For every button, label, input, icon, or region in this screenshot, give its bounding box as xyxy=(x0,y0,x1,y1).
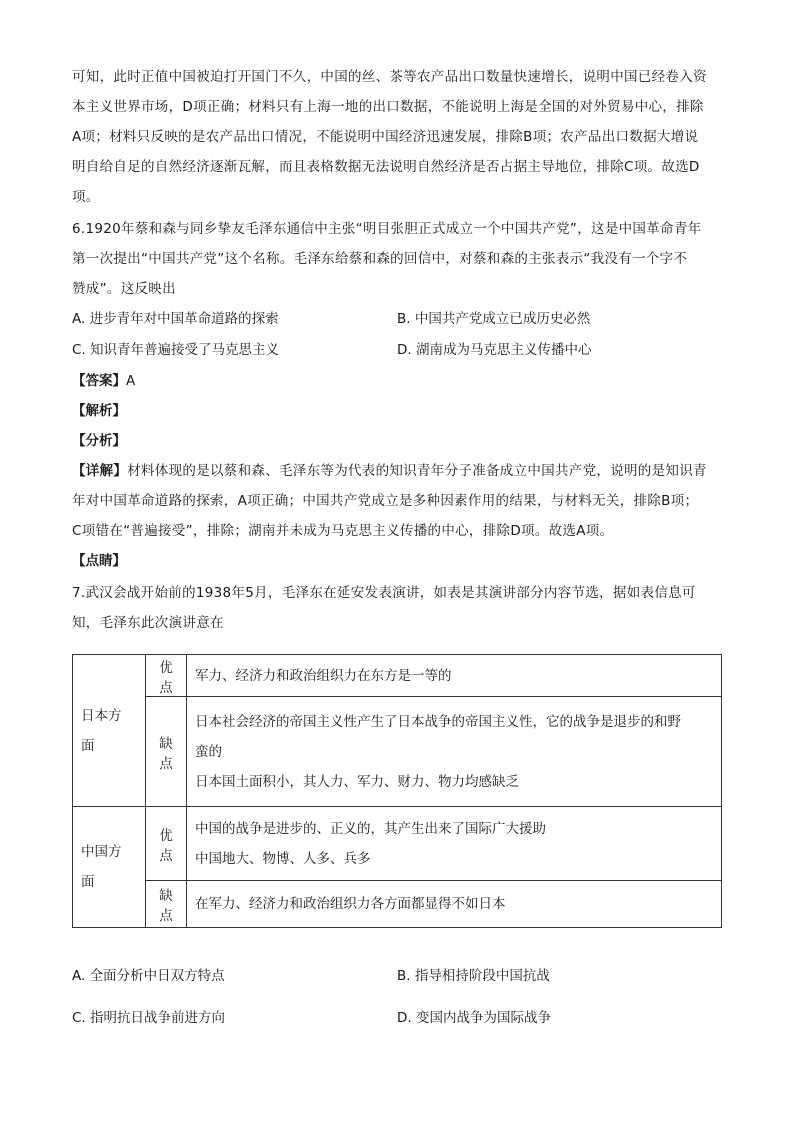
japan-side-cell xyxy=(73,655,146,807)
text-line: 项。 xyxy=(72,189,100,205)
question-7-options xyxy=(72,961,722,1045)
japan-pro-cell xyxy=(187,655,722,697)
pro-label: 优点 xyxy=(146,807,187,881)
previous-analysis xyxy=(72,62,722,212)
text-line: A项；材料只反映的是农产品出口情况，不能说明中国经济迅速发展，排除B项；农产品出口数据大增说 xyxy=(72,129,699,145)
detail-line: C项错在“普遍接受”，排除；湖南并未成为马克思主义传播的中心，排除D项。故选A项。 xyxy=(72,523,614,539)
answer-tag: 【答案】 xyxy=(72,373,126,389)
cell-line: 军力、经济力和政治组织力在东方是一等的 xyxy=(195,667,452,684)
question-7 xyxy=(72,578,722,638)
pro-label: 优点 xyxy=(146,655,187,697)
table-row xyxy=(73,807,722,881)
document-body xyxy=(72,62,722,638)
text-line: 本主义世界市场，D项正确；材料只有上海一地的出口数据，不能说明上海是全国的对外贸易中心，排除 xyxy=(72,99,704,115)
detail-line: 年对中国革命道路的探索，A项正确；中国共产党成立是多种因素作用的结果，与材料无关，排除B项； xyxy=(72,493,699,509)
side-label: 面 xyxy=(81,874,95,890)
dianjing-tag: 【点睛】 xyxy=(72,553,126,569)
options xyxy=(72,304,722,366)
china-pro-cell xyxy=(187,807,722,881)
answer-value: A xyxy=(126,373,136,389)
china-side-cell xyxy=(73,807,146,928)
table-row xyxy=(73,655,722,697)
options xyxy=(72,961,722,1045)
table-row xyxy=(73,881,722,928)
table-row xyxy=(73,697,722,807)
fenxi-tag: 【分析】 xyxy=(72,433,126,449)
cell-line: 中国地大、物博、人多、兵多 xyxy=(195,850,371,867)
analysis-tag: 【解析】 xyxy=(72,403,126,419)
text-line: 可知，此时正值中国被迫打开国门不久，中国的丝、茶等农产品出口数量快速增长，说明中国已经卷入资 xyxy=(72,69,707,85)
comparison-table xyxy=(72,654,722,928)
option-d: D. 变国内战争为国际战争 xyxy=(397,1010,551,1026)
option-a: A. 进步青年对中国革命道路的探索 xyxy=(72,311,279,327)
con-label: 缺点 xyxy=(146,697,187,807)
question-stem-line: 6.1920年蔡和森与同乡挚友毛泽东通信中主张“明目张胆正式成立一个中国共产党”，这是中国革命青年 xyxy=(72,221,702,237)
question-stem-line: 第一次提出“中国共产党”这个名称。毛泽东给蔡和森的回信中，对蔡和森的主张表示“我没有一个字不 xyxy=(72,251,688,267)
cell-line: 日本社会经济的帝国主义性产生了日本战争的帝国主义性，它的战争是退步的和野 xyxy=(195,713,681,730)
option-c: C. 指明抗日战争前进方向 xyxy=(72,1010,226,1026)
cell-line: 在军力、经济力和政治组织力各方面都显得不如日本 xyxy=(195,896,506,912)
japan-con-cell xyxy=(187,697,722,807)
answer-line xyxy=(72,366,722,396)
option-d: D. 湖南成为马克思主义传播中心 xyxy=(397,342,592,358)
text-line: 明自给自足的自然经济逐渐瓦解，而且表格数据无法说明自然经济是否占据主导地位，排除C项。故选D xyxy=(72,159,700,175)
question-6 xyxy=(72,214,722,576)
question-stem-line: 知，毛泽东此次演讲意在 xyxy=(72,615,224,631)
option-b: B. 指导相持阶段中国抗战 xyxy=(397,968,550,984)
detail-line xyxy=(72,456,722,486)
question-stem-line: 7.武汉会战开始前的1938年5月，毛泽东在延安发表演讲，如表是其演讲部分内容节选，据如表信息可 xyxy=(72,585,696,601)
con-label: 缺点 xyxy=(146,881,187,928)
option-a: A. 全面分析中日双方特点 xyxy=(72,968,225,984)
side-label: 日本方 xyxy=(81,707,122,724)
detail-tag: 【详解】 xyxy=(72,463,128,479)
option-c: C. 知识青年普遍接受了马克思主义 xyxy=(72,342,280,358)
detail-text: 材料体现的是以蔡和森、毛泽东等为代表的知识青年分子准备成立中国共产党，说明的是知识青 xyxy=(127,463,707,479)
cell-line: 日本国土面积小，其人力、军力、财力、物力均感缺乏 xyxy=(195,773,519,790)
china-con-cell xyxy=(187,881,722,928)
option-b: B. 中国共产党成立已成历史必然 xyxy=(397,311,591,327)
side-label: 面 xyxy=(81,737,95,754)
question-stem-line: 赞成”。这反映出 xyxy=(72,281,176,297)
cell-line: 蛮的 xyxy=(195,743,222,760)
side-label: 中国方 xyxy=(81,844,122,860)
cell-line: 中国的战争是进步的、正义的，其产生出来了国际广大援助 xyxy=(195,820,546,837)
